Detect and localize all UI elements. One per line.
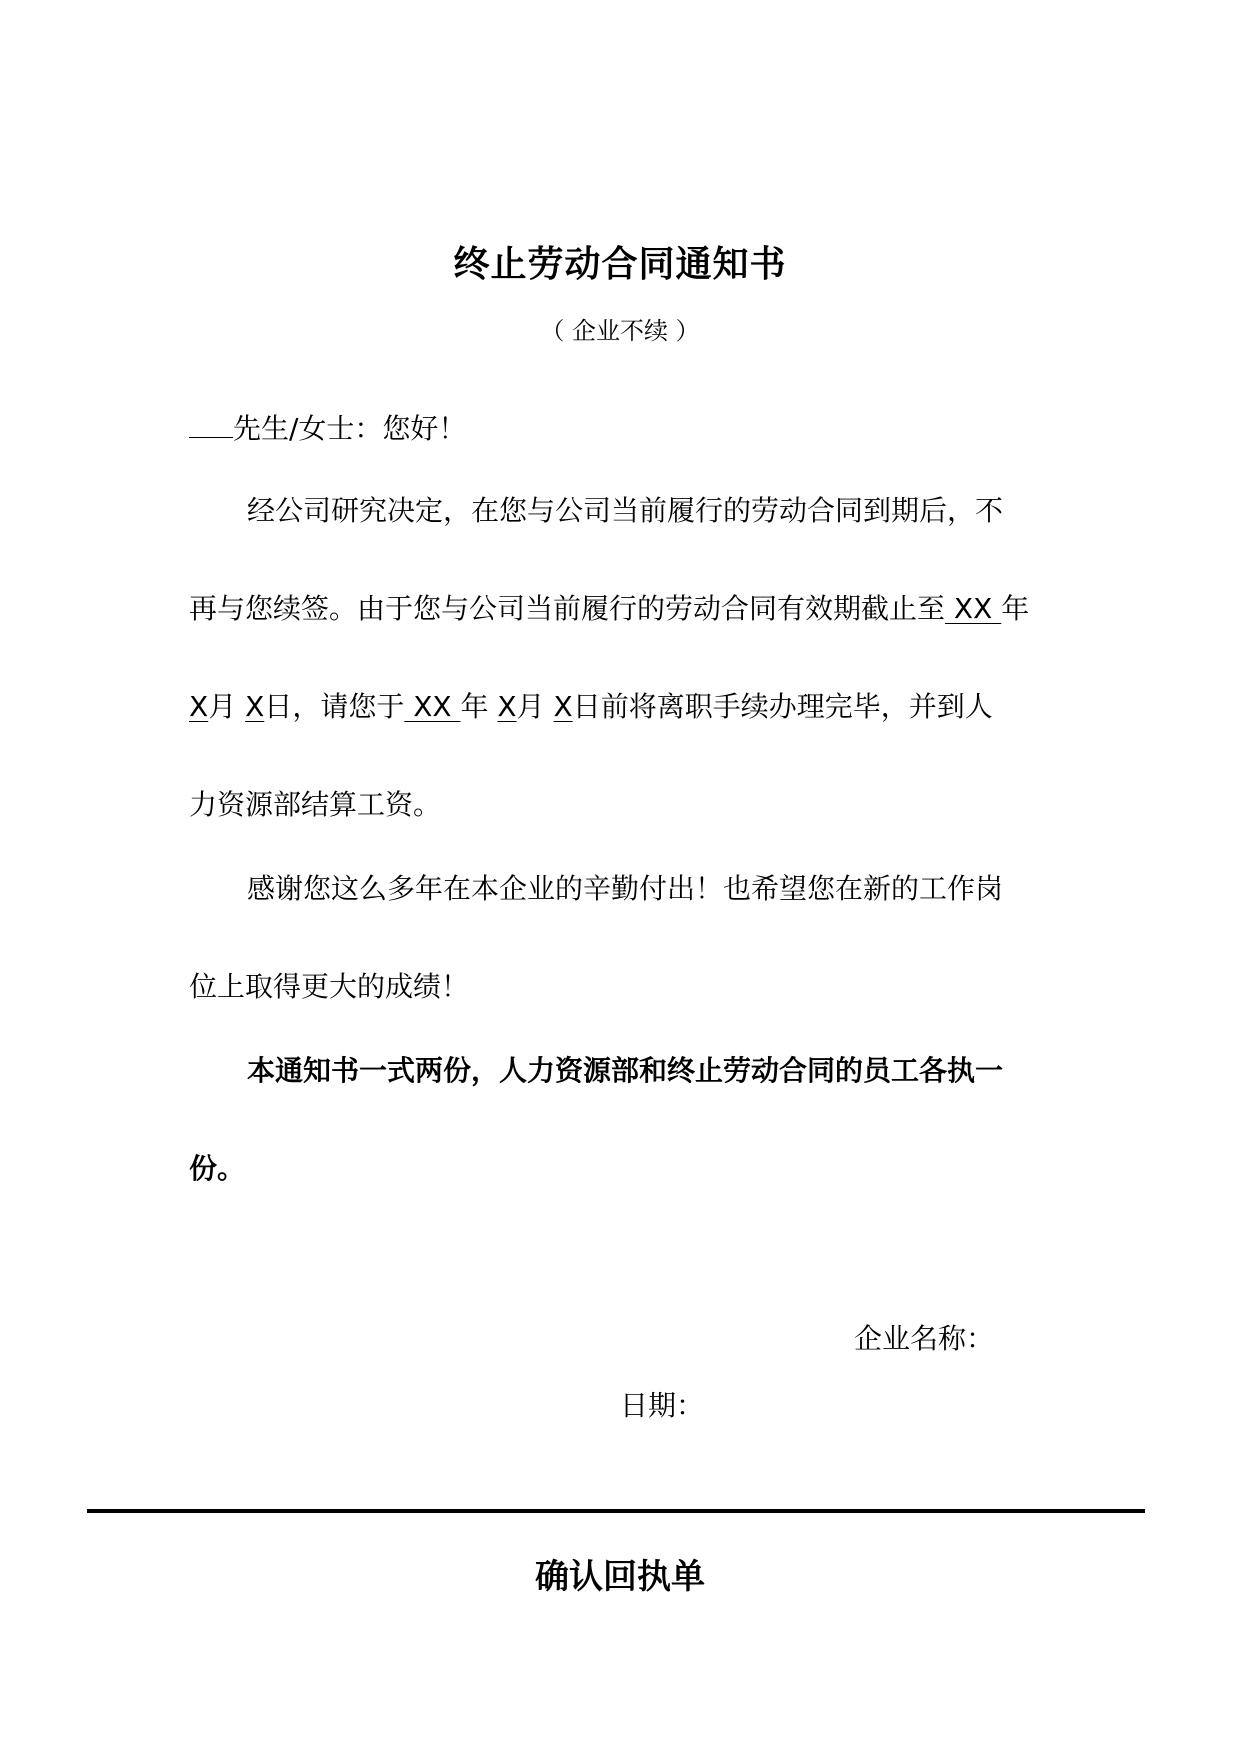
day-char: 日 <box>572 690 601 723</box>
month-char: 月 <box>208 690 237 723</box>
year-char: 年 <box>460 690 489 723</box>
paragraph1-line3-mid: ，请您于 <box>292 690 405 723</box>
paragraph3-line1: 本通知书一式两份，人力资源部和终止劳动合同的员工各执一 <box>247 1054 1004 1087</box>
salutation-text: 先生/女士：您好！ <box>233 412 467 445</box>
deadline-day: X <box>553 690 573 723</box>
date-label: 日期： <box>620 1389 705 1422</box>
deadline-month: X <box>497 690 517 723</box>
paragraph1-line3-end: 前将离职手续办理完毕，并到人 <box>600 690 993 723</box>
expiry-month: X <box>189 690 209 723</box>
paragraph1-line2-text: 再与您续签。由于您与公司当前履行的劳动合同有效期截止至 <box>189 592 946 625</box>
company-name-label: 企业名称： <box>854 1322 995 1355</box>
salutation <box>189 407 466 449</box>
name-blank <box>189 407 233 438</box>
expiry-year: XX <box>945 592 1002 625</box>
month-char: 月 <box>516 690 545 723</box>
paragraph2-line1: 感谢您这么多年在本企业的辛勤付出！也希望您在新的工作岗 <box>247 872 1004 905</box>
section-divider <box>87 1509 1145 1513</box>
paragraph1-line2 <box>189 589 1029 629</box>
paragraph3-line2: 份。 <box>189 1152 246 1185</box>
deadline-year: XX <box>404 690 461 723</box>
year-char: 年 <box>1001 592 1030 625</box>
receipt-title: 确认回执单 <box>535 1557 705 1597</box>
paragraph1-line4: 力资源部结算工资。 <box>189 788 442 821</box>
document-title: 终止劳动合同通知书 <box>453 244 787 285</box>
paragraph1-line1: 经公司研究决定，在您与公司当前履行的劳动合同到期后，不 <box>247 494 1004 527</box>
day-char: 日 <box>264 690 293 723</box>
paragraph1-line3 <box>189 687 993 727</box>
expiry-day: X <box>245 690 265 723</box>
document-subtitle: （ 企业不续 ） <box>540 317 700 345</box>
paragraph2-line2: 位上取得更大的成绩！ <box>189 970 470 1003</box>
